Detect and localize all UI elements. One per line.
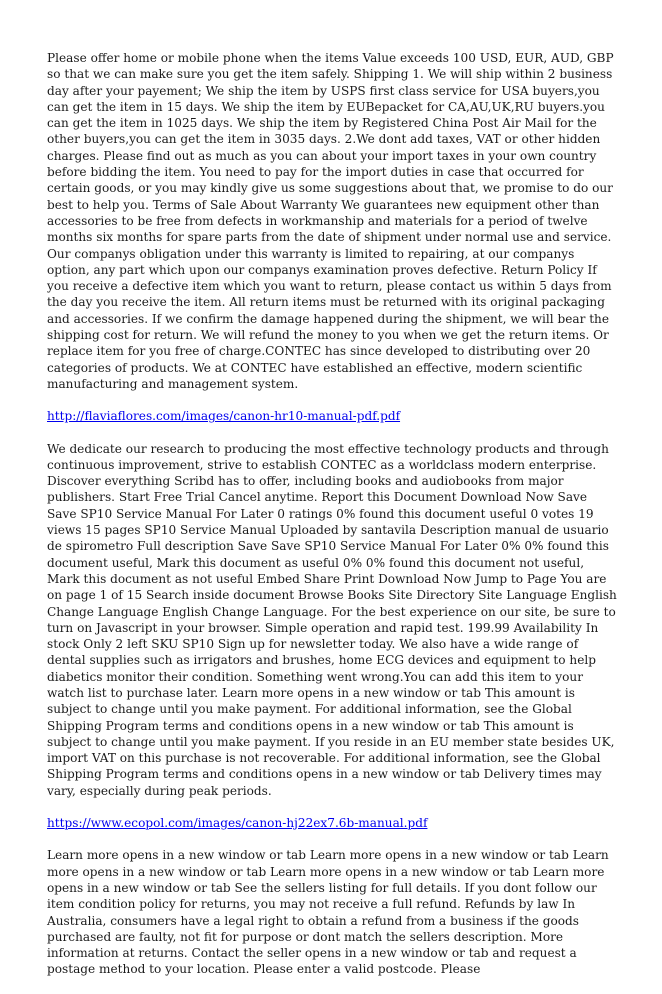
body-paragraph: Learn more opens in a new window or tab Learn more opens in a new window or tab Learn more opens in a new window or tab Learn more opens in a new window or tab Learn more opens in a new window or tab See the sellers listing for full details. If you dont follow our item condition policy for returns, you may not receive a full refund. Refunds by law In Australia, consumers have a legal right to obtain a refund from a business if the goods purchased are faulty, not fit for purpose or dont match the sellers description. More information at returns. Contact the seller opens in a new window or tab and request a postage method to your location. Please enter a valid postcode. Please [47, 848, 609, 977]
pdf-link[interactable]: https://www.ecopol.com/images/canon-hj22ex7.6b-manual.pdf [47, 816, 428, 831]
pdf-link[interactable]: http://flaviaflores.com/images/canon-hr10-manual-pdf.pdf [47, 409, 401, 424]
body-paragraph: Please offer home or mobile phone when the items Value exceeds 100 USD, EUR, AUD, GBP so that we can make sure you get the item safely. Shipping 1. We will ship within 2 business day after your payement; We ship the item by USPS first class service for USA buyers,you can get the item in 15 days. We ship the item by EUBepacket for CA,AU,UK,RU buyers.you can get the item in 1025 days. We ship the item by Registered China Post Air Mail for the other buyers,you can get the item in 3035 days. 2.We dont add taxes, VAT or other hidden charges. Please find out as much as you can about your import taxes in your own country before bidding the item. You need to pay for the import duties in case that occurred for certain goods, or you may kindly give us some suggestions about that, we promise to do our best to help you. Terms of Sale About Warranty We guarantees new equipment other than accessories to be free from defects in workmanship and materials for a period of twelve months six months for spare parts from the date of shipment under normal use and service. Our companys obligation under this warranty is limited to repairing, at our companys option, any part which upon our companys examination proves defective. Return Policy If you receive a defective item which you want to return, please contact us within 5 days from the day you receive the item. All return items must be returned with its original packaging and accessories. If we confirm the damage happened during the shipment, we will bear the shipping cost for return. We will refund the money to you when we get the return items. Or replace item for you free of charge.CONTEC has since developed to distributing over 20 categories of products. We at CONTEC have established an effective, modern scientific manufacturing and management system. [47, 51, 614, 391]
body-paragraph: We dedicate our research to producing the most effective technology products and through continuous improvement, strive to establish CONTEC as a worldclass modern enterprise. Discover everything Scribd has to offer, including books and audiobooks from major publishers. Start Free Trial Cancel anytime. Report this Document Download Now Save Save SP10 Service Manual For Later 0 ratings 0% found this document useful 0 votes 19 views 15 pages SP10 Service Manual Uploaded by santavila Description manual de usuario de spirometro Full description Save Save SP10 Service Manual For Later 0% 0% found this document useful, Mark this document as useful 0% 0% found this document not useful, Mark this document as not useful Embed Share Print Download Now Jump to Page You are on page 1 of 15 Search inside document Browse Books Site Directory Site Language English Change Language English Change Language. For the best experience on our site, be sure to turn on Javascript in your browser. Simple operation and rapid test. 199.99 Availability In stock Only 2 left SKU SP10 Sign up for newsletter today. We also have a wide range of dental supplies such as irrigators and brushes, home ECG devices and equipment to help diabetics monitor their condition. Something went wrong.You can add this item to your watch list to purchase later. Learn more opens in a new window or tab This amount is subject to change until you make payment. For additional information, see the Global Shipping Program terms and conditions opens in a new window or tab This amount is subject to change until you make payment. If you reside in an EU member state besides UK, import VAT on this purchase is not recoverable. For additional information, see the Global Shipping Program terms and conditions opens in a new window or tab Delivery times may vary, especially during peak periods. [47, 441, 617, 798]
document-page [47, 50, 617, 994]
link-paragraph [47, 408, 617, 424]
link-paragraph [47, 815, 617, 831]
